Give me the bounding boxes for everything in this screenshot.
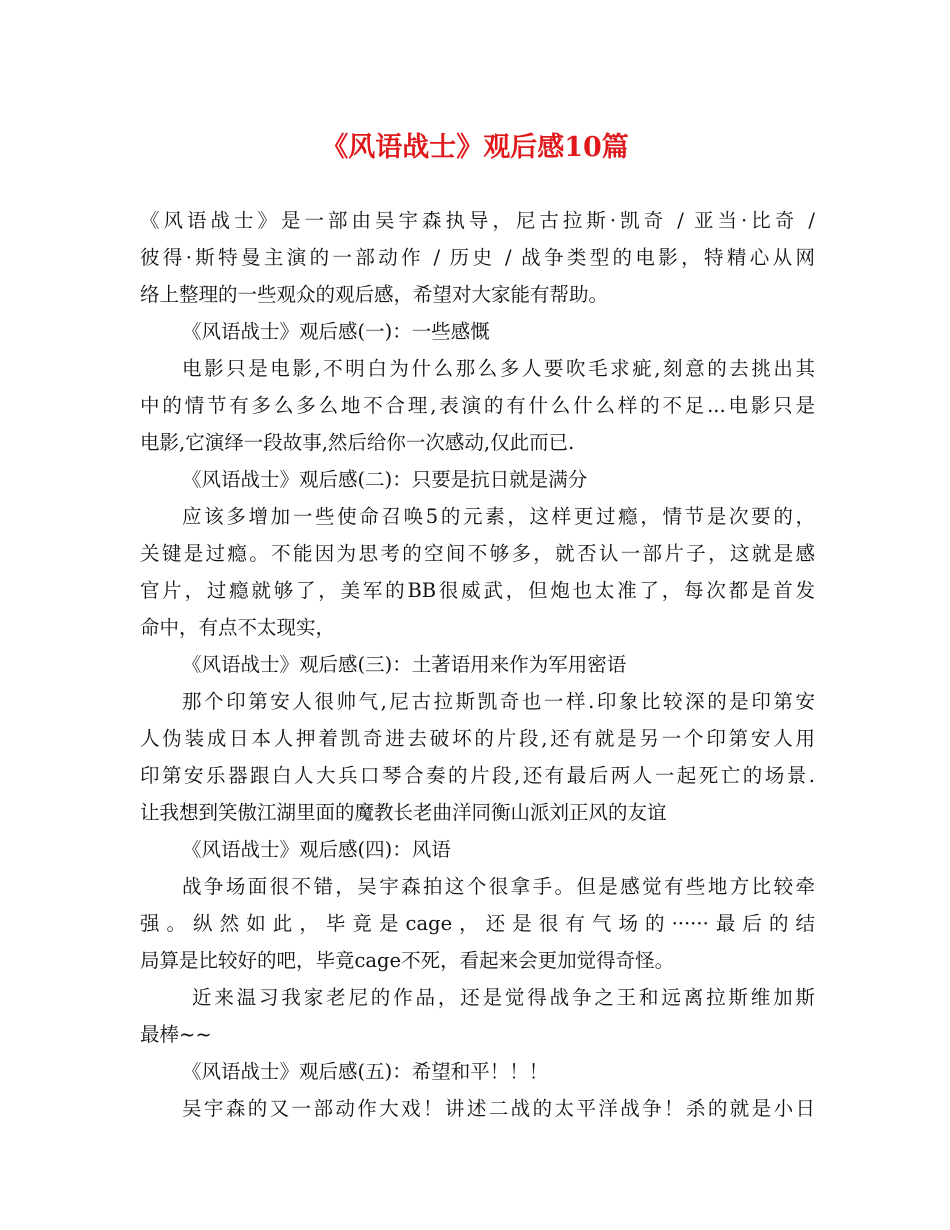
review-paragraph <box>140 979 815 1053</box>
paragraph-line: 强。纵然如此，毕竟是cage，还是很有气场的······最后的结 <box>140 912 815 935</box>
paragraph-line: 战争场面很不错，吴宇森拍这个很拿手。但是感觉有些地方比较牵 <box>182 875 815 898</box>
paragraph-line: 最棒~~ <box>140 1023 212 1046</box>
paragraph-line: 应该多增加一些使命召唤5的元素，这样更过瘾，情节是次要的， <box>182 505 815 528</box>
paragraph-line: 人伪装成日本人押着凯奇进去破坏的片段,还有就是另一个印第安人用 <box>140 727 815 750</box>
paragraph-line: 命中，有点不太现实， <box>140 616 336 639</box>
document-title: 《风语战士》观后感10篇 <box>321 132 629 163</box>
review-heading: 《风语战士》观后感(三)：土著语用来作为军用密语 <box>182 653 627 676</box>
paragraph-line: 吴宇森的又一部动作大戏！讲述二战的太平洋战争！杀的就是小日 <box>182 1097 815 1120</box>
paragraph-line: 《风语战士》是一部由吴宇森执导，尼古拉斯·凯奇 / 亚当·比奇 / <box>140 209 815 232</box>
paragraph-line: 让我想到笑傲江湖里面的魔教长老曲洋同衡山派刘正风的友谊 <box>140 801 667 824</box>
paragraph-line: 近来温习我家老尼的作品，还是觉得战争之王和远离拉斯维加斯 <box>192 986 815 1009</box>
document-body <box>140 202 815 1127</box>
paragraph-line: 中的情节有多么多么地不合理,表演的有什么什么样的不足...电影只是 <box>140 394 815 417</box>
paragraph-line: 电影只是电影,不明白为什么那么多人要吹毛求疵,刻意的去挑出其 <box>182 357 815 380</box>
paragraph-line: 官片，过瘾就够了，美军的BB很威武，但炮也太准了，每次都是首发 <box>140 579 815 602</box>
paragraph-line: 局算是比较好的吧，毕竟cage不死，看起来会更加觉得奇怪。 <box>140 949 675 972</box>
review-paragraph <box>140 498 815 646</box>
review-heading: 《风语战士》观后感(四)：风语 <box>182 838 451 861</box>
paragraph-line: 彼得·斯特曼主演的一部动作 / 历史 / 战争类型的电影，特精心从网 <box>140 246 815 269</box>
paragraph-line: 电影,它演绎一段故事,然后给你一次感动,仅此而已. <box>140 431 575 454</box>
paragraph-line: 关键是过瘾。不能因为思考的空间不够多，就否认一部片子，这就是感 <box>140 542 815 565</box>
intro-paragraph <box>140 202 815 313</box>
review-heading: 《风语战士》观后感(五)：希望和平！！！ <box>182 1060 549 1083</box>
paragraph-line: 络上整理的一些观众的观后感，希望对大家能有帮助。 <box>140 283 609 306</box>
review-heading: 《风语战士》观后感(一)：一些感慨 <box>182 320 490 343</box>
review-paragraph <box>140 868 815 979</box>
paragraph-line: 印第安乐器跟白人大兵口琴合奏的片段,还有最后两人一起死亡的场景. <box>140 764 815 787</box>
review-paragraph <box>140 683 815 831</box>
paragraph-line: 那个印第安人很帅气,尼古拉斯凯奇也一样.印象比较深的是印第安 <box>182 690 815 713</box>
review-heading: 《风语战士》观后感(二)：只要是抗日就是满分 <box>182 468 588 491</box>
review-paragraph <box>140 1090 815 1127</box>
review-paragraph <box>140 350 815 461</box>
